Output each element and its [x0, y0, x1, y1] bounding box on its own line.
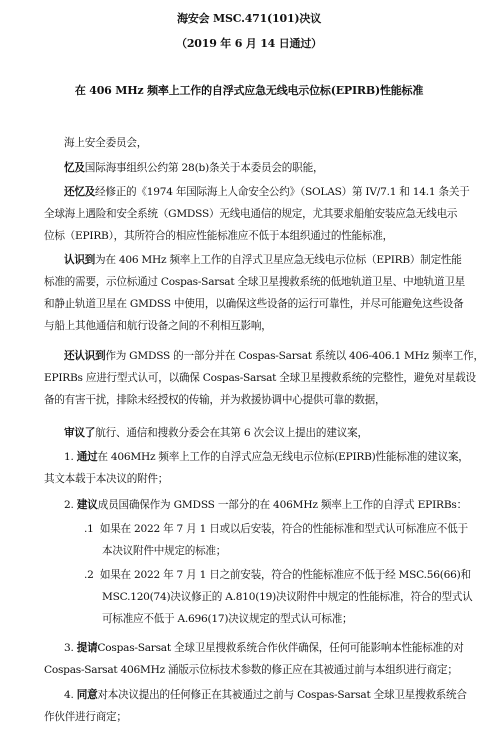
paragraph-line: Cospas-Sarsat 全球卫星搜救系统合作伙伴确保，任何可能影响本性能标准的对 — [97, 642, 464, 654]
adoption-date: （2019 年 6 月 14 日通过） — [176, 37, 322, 50]
operative-item-2-sub-2 — [84, 564, 473, 630]
paragraph-line: 经修正的《1974 年国际海上人命安全公约》（SOLAS）第 IV/7.1 和 14.1 条关于 — [95, 186, 470, 198]
operative-item-3 — [44, 637, 464, 681]
paragraph-line: 为在 406 MHz 频率上工作的自浮式卫星应急无线电示位标（EPIRB）制定性能 — [95, 254, 462, 266]
lead-word: 通过 — [76, 451, 98, 463]
paragraph-line: 可标准应不低于 A.696(17)决议规定的型式认可标准； — [102, 613, 353, 625]
operative-item-2-sub-1 — [84, 518, 468, 562]
resolution-subject: 在 406 MHz 频率上工作的自浮式应急无线电示位标(EPIRB)性能标准 — [74, 84, 424, 97]
lead-word: 认识到 — [64, 254, 96, 266]
paragraph-line: 作为 GMDSS 的一部分并在 Cospas-Sarsat 系统以 406-406.1 MHz 频率工作， — [105, 350, 484, 362]
paragraph-line: 在 406MHz 频率上工作的自浮式应急无线电示位标(EPIRB)性能标准的建议案， — [97, 451, 469, 463]
lead-word: 建议 — [76, 499, 98, 511]
paragraph-text: 航行、通信和搜救分委会在其第 6 次会议上提出的建议案， — [95, 427, 368, 439]
preamble-recalling — [64, 161, 323, 175]
sub-item-number: .1 — [84, 523, 94, 535]
paragraph-line: 如果在 2022 年 7 月 1 日或以后安装，符合的性能标准和型式认可标准应不低于 — [99, 523, 468, 535]
item-number: 2. — [64, 499, 74, 511]
sub-item-number: .2 — [84, 569, 94, 581]
lead-word: 审议了 — [64, 427, 96, 439]
operative-item-4 — [44, 684, 467, 728]
paragraph-line: 本决议附件中规定的标准； — [102, 545, 227, 557]
lead-word: 同意 — [76, 689, 98, 701]
paragraph-line: 全球海上遇险和安全系统（GMDSS）无线电通信的规定，尤其要求船舶安装应急无线电示 — [44, 208, 458, 220]
addressee: 海上安全委员会， — [64, 137, 148, 149]
operative-item-2 — [64, 498, 467, 512]
lead-word: 提请 — [76, 642, 98, 654]
paragraph-text: 国际海事组织公约第 28(b)条关于本委员会的职能， — [84, 162, 324, 174]
preamble-also-recalling — [44, 181, 470, 247]
preamble-having-considered — [64, 426, 368, 440]
paragraph-line: 位标（EPIRB），其所符合的相应性能标准应不低于本组织通过的性能标准， — [44, 230, 393, 242]
paragraph-line: 如果在 2022 年 7 月 1 日之前安装，符合的性能标准应不低于经 MSC.56(66)和 — [99, 569, 471, 581]
paragraph-line: EPIRBs 应进行型式认可，以确保 Cospas-Sarsat 全球卫星搜救系统的完整性，避免对星载设 — [44, 372, 476, 384]
paragraph-line: 与船上其他通信和航行设备之间的不利相互影响， — [44, 320, 272, 332]
paragraph-line: 备的有害干扰，排除未经授权的传输，并为救援协调中心提供可靠的数据， — [44, 394, 386, 406]
paragraph-text: 成员国确保作为 GMDSS 一部分的在 406MHz 频率上工作的自浮式 EPIRBs： — [97, 499, 468, 511]
paragraph-line: 作伙伴进行商定； — [44, 711, 127, 723]
resolution-title: 海安会 MSC.471(101)决议 — [176, 12, 322, 25]
item-number: 4. — [64, 689, 74, 701]
paragraph-line: MSC.120(74)决议修正的 A.810(19)决议附件中规定的性能标准，符合的型式认 — [102, 591, 473, 603]
lead-word: 还忆及 — [64, 186, 96, 198]
item-number: 3. — [64, 642, 74, 654]
item-number: 1. — [64, 451, 74, 463]
paragraph-line: 标准的需要，示位标通过 Cospas-Sarsat 全球卫星搜救系统的低地轨道卫星、中地轨道卫星 — [44, 276, 466, 288]
operative-item-1 — [44, 446, 469, 490]
paragraph-line: Cospas-Sarsat 406MHz 涌版示位标技术参数的修正应在其被通过前与本组织进行商定； — [44, 664, 458, 676]
paragraph-line: 和静止轨道卫星在 GMDSS 中使用，以确保这些设备的运行可靠性，并尽可能避免这些设备 — [44, 298, 464, 310]
preamble-recognizing — [44, 249, 465, 337]
lead-word: 忆及 — [64, 162, 85, 174]
lead-word: 还认识到 — [64, 350, 106, 362]
preamble-also-recognizing — [44, 345, 484, 411]
paragraph-line: 其文本载于本决议的附件； — [44, 473, 169, 485]
paragraph-line: 对本决议提出的任何修正在其被通过之前与 Cospas-Sarsat 全球卫星搜救系统合 — [97, 689, 467, 701]
